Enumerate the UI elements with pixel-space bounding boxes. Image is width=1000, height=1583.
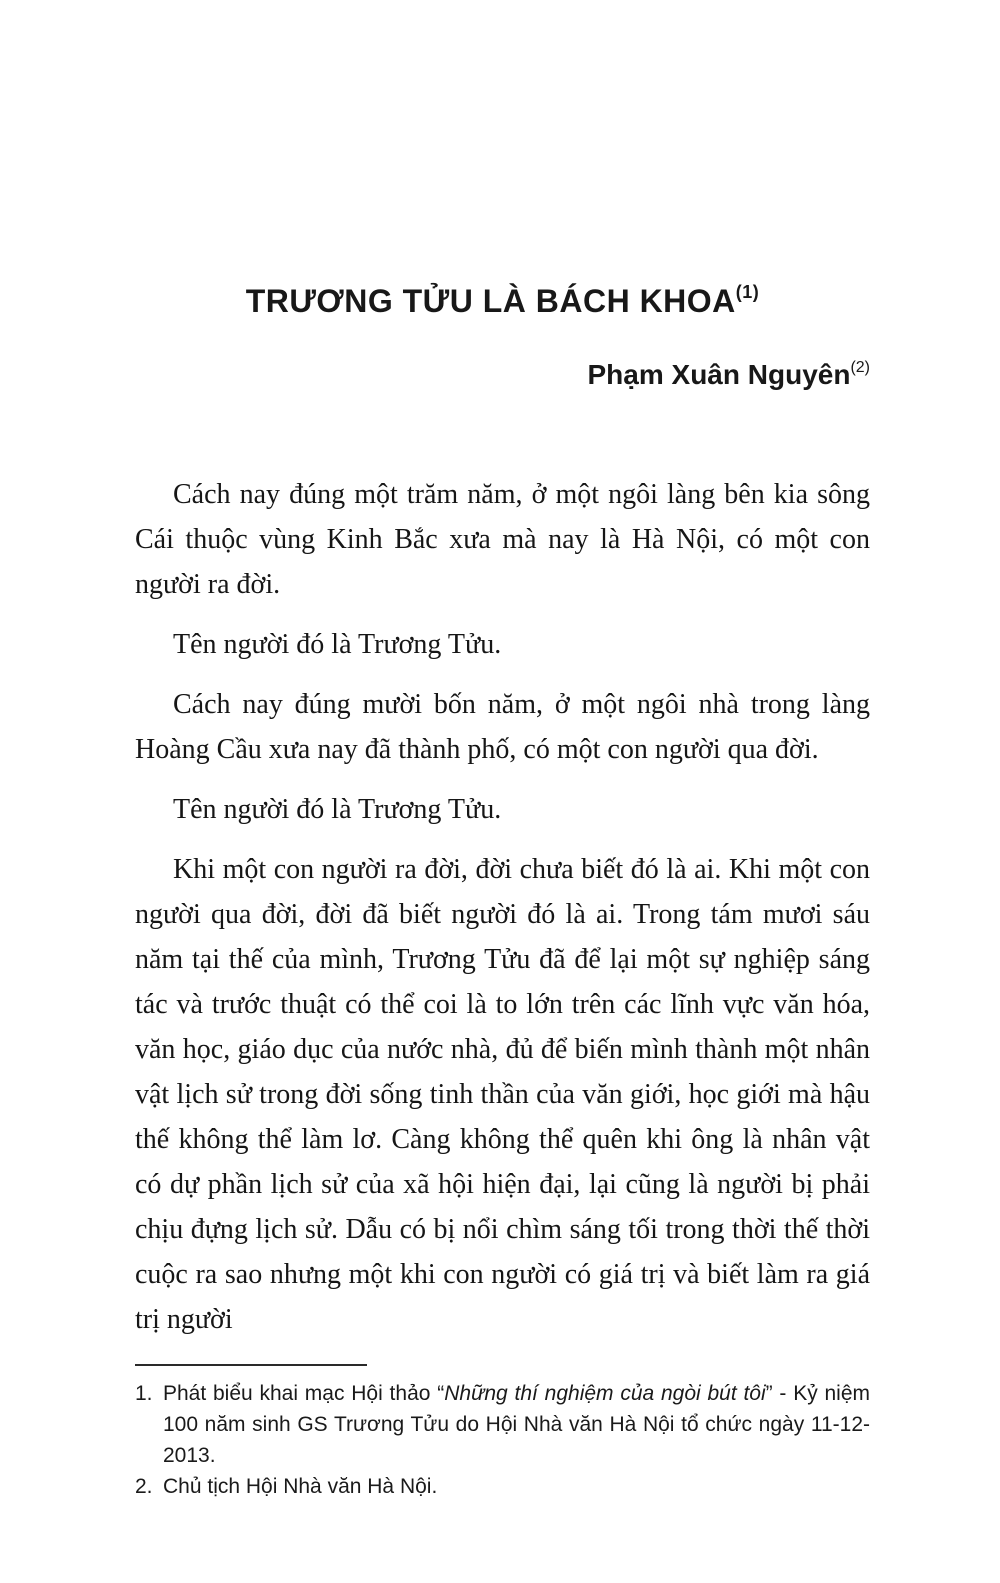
footnote-2 — [135, 1471, 870, 1502]
footnote-1-text-post: ” - Kỷ niệm 100 năm sinh GS Trương Tửu do Hội Nhà văn Hà Nội tổ chức ngày 11-12-2013. — [163, 1382, 871, 1467]
footnote-1-number: 1. — [135, 1382, 153, 1405]
author-name: Phạm Xuân Nguyên — [587, 359, 851, 390]
page-title — [135, 272, 870, 321]
footnote-1-text-italic: Những thí nghiệm của ngòi bút tôi — [444, 1382, 766, 1405]
footnotes — [135, 1364, 870, 1502]
paragraph-1: Cách nay đúng một trăm năm, ở một ngôi làng bên kia sông Cái thuộc vùng Kinh Bắc xưa mà nay là Hà Nội, có một con người ra đời. — [135, 479, 870, 600]
paragraph-5: Khi một con người ra đời, đời chưa biết đó là ai. Khi một con người qua đời, đời đã biết người đó là ai. Trong tám mươi sáu năm tại thế của mình, Trương Tửu đã để lại một sự nghiệp sáng tác và trước thuật có thể coi là to lớn trên các lĩnh vực văn hóa, văn học, giáo dục của nước nhà, đủ để biến mình thành một nhân vật lịch sử trong đời sống tinh thần của văn giới, học giới mà hậu thế không thể làm lơ. Càng không thể quên khi ông là nhân vật có dự phần lịch sử của xã hội hiện đại, lại cũng là người bị phải chịu đựng lịch sử. Dẫu có bị nổi chìm sáng tối trong thời thế thời cuộc ra sao nhưng một khi con người có giá trị và biết làm ra giá trị người — [135, 854, 870, 1335]
paragraph-3: Cách nay đúng mười bốn năm, ở một ngôi nhà trong làng Hoàng Cầu xưa nay đã thành phố, có một con người qua đời. — [135, 689, 870, 765]
author-line — [135, 349, 870, 394]
footnote-2-text: Chủ tịch Hội Nhà văn Hà Nội. — [163, 1475, 438, 1498]
body-text — [135, 472, 870, 1342]
paragraph-4: Tên người đó là Trương Tửu. — [173, 794, 502, 825]
paragraph-2: Tên người đó là Trương Tửu. — [173, 629, 502, 660]
footnote-2-number: 2. — [135, 1475, 153, 1498]
footnote-separator — [135, 1364, 367, 1366]
footnote-1 — [135, 1378, 870, 1471]
footnote-1-text — [163, 1378, 870, 1471]
author-footnote-marker: (2) — [850, 359, 870, 376]
footnote-1-text-pre: Phát biểu khai mạc Hội thảo “ — [163, 1382, 445, 1405]
title-footnote-marker: (1) — [735, 282, 760, 302]
page-title-text: TRƯƠNG TỬU LÀ BÁCH KHOA — [245, 283, 736, 319]
